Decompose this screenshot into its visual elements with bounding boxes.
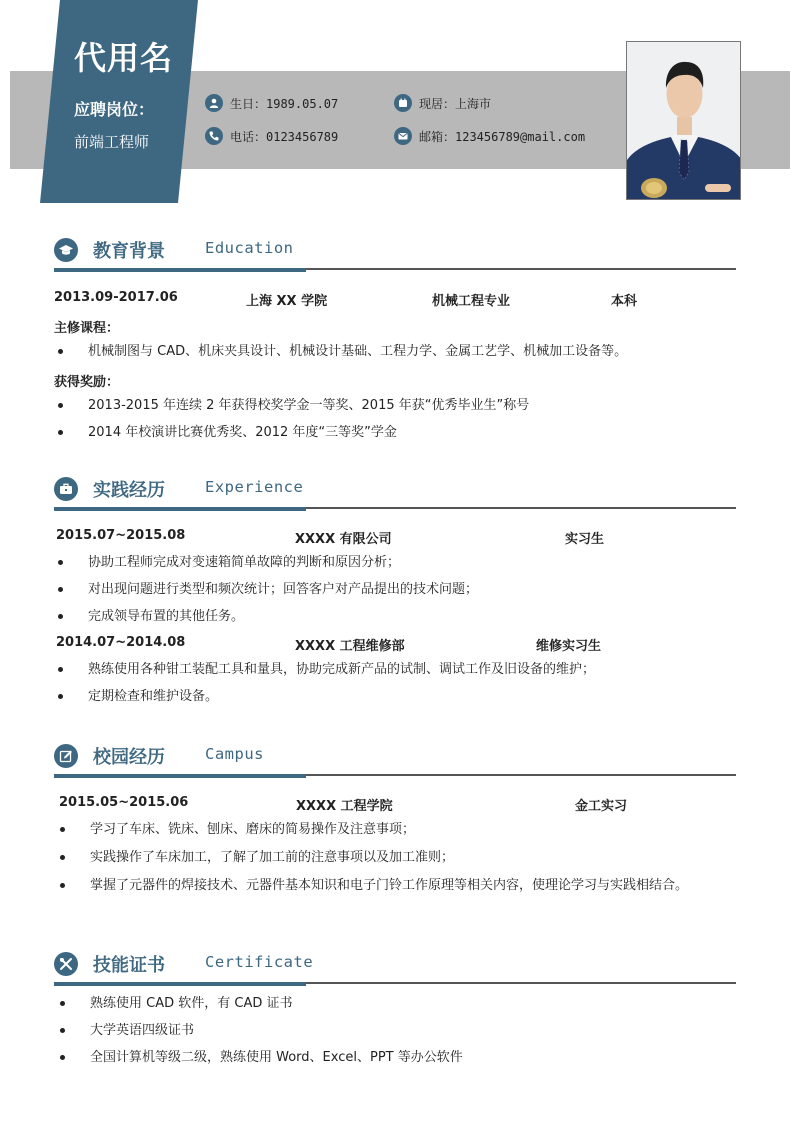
list-item: 2014 年校演讲比赛优秀奖、2012 年度“三等奖”学金 bbox=[54, 419, 744, 446]
candidate-name: 代用名 bbox=[74, 39, 174, 77]
list-item: 对出现问题进行类型和频次统计；回答客户对产品提出的技术问题； bbox=[54, 576, 744, 603]
phone-icon bbox=[205, 127, 223, 145]
birth-text: 生日：1989.05.07 bbox=[230, 96, 339, 111]
profile-photo bbox=[626, 41, 741, 200]
section-accent-bar bbox=[54, 507, 306, 511]
education-school: 上海 XX 学院 bbox=[246, 294, 328, 309]
section-title-en-experience: Experience bbox=[205, 478, 304, 496]
section-experience bbox=[54, 471, 736, 511]
section-education bbox=[54, 232, 736, 272]
courses-list bbox=[54, 338, 744, 365]
awards-label: 获得奖励： bbox=[54, 375, 120, 390]
residence-text: 现居：上海市 bbox=[419, 96, 492, 111]
section-campus bbox=[54, 738, 736, 778]
job-period: 2014.07~2014.08 bbox=[56, 635, 186, 650]
list-item: 完成领导布置的其他任务。 bbox=[54, 603, 744, 630]
list-item: 机械制图与 CAD、机床夹具设计、机械设计基础、工程力学、金属工艺学、机械加工设备等。 bbox=[54, 338, 744, 365]
list-item: 学习了车床、铣床、刨床、磨床的简易操作及注意事项； bbox=[56, 816, 746, 844]
section-title-experience: 实践经历 bbox=[93, 480, 165, 501]
list-item: 熟练使用 CAD 软件，有 CAD 证书 bbox=[56, 990, 746, 1017]
education-degree: 本科 bbox=[611, 294, 638, 309]
email-text: 邮箱：123456789@mail.com bbox=[419, 129, 586, 144]
list-item: 协助工程师完成对变速箱简单故障的判断和原因分析； bbox=[54, 549, 744, 576]
mail-icon bbox=[394, 127, 412, 145]
user-icon bbox=[205, 94, 223, 112]
section-certificate bbox=[54, 946, 736, 986]
phone-info bbox=[205, 127, 338, 145]
job-company: XXXX 有限公司 bbox=[295, 532, 392, 547]
job-duties-list bbox=[54, 549, 744, 630]
section-title-education: 教育背景 bbox=[93, 241, 165, 262]
list-item: 定期检查和维护设备。 bbox=[54, 683, 744, 710]
campus-list bbox=[56, 816, 746, 900]
certificate-list bbox=[56, 990, 746, 1071]
list-item: 熟练使用各种钳工装配工具和量具，协助完成新产品的试制、调试工作及旧设备的维护； bbox=[54, 656, 744, 683]
campus-role: 金工实习 bbox=[575, 799, 628, 814]
section-accent-bar bbox=[54, 774, 306, 778]
section-accent-bar bbox=[54, 268, 306, 272]
section-title-en-certificate: Certificate bbox=[205, 953, 314, 971]
job-role: 维修实习生 bbox=[536, 639, 602, 654]
list-item: 实践操作了车床加工，了解了加工前的注意事项以及加工准则； bbox=[56, 844, 746, 872]
birth-info bbox=[205, 94, 338, 112]
home-icon bbox=[394, 94, 412, 112]
section-title-en-campus: Campus bbox=[205, 745, 264, 763]
section-title-campus: 校园经历 bbox=[93, 747, 165, 768]
graduation-cap-icon bbox=[54, 238, 78, 262]
awards-list bbox=[54, 392, 744, 446]
section-title-en-education: Education bbox=[205, 239, 294, 257]
job-label: 应聘岗位： bbox=[74, 100, 155, 119]
campus-period: 2015.05~2015.06 bbox=[59, 795, 189, 810]
email-info bbox=[394, 127, 585, 145]
courses-label: 主修课程： bbox=[54, 321, 120, 336]
section-title-certificate: 技能证书 bbox=[93, 955, 165, 976]
tools-icon bbox=[54, 952, 78, 976]
briefcase-icon bbox=[54, 477, 78, 501]
education-period: 2013.09-2017.06 bbox=[54, 290, 178, 305]
list-item: 全国计算机等级二级，熟练使用 Word、Excel、PPT 等办公软件 bbox=[56, 1044, 746, 1071]
list-item: 大学英语四级证书 bbox=[56, 1017, 746, 1044]
job-company: XXXX 工程维修部 bbox=[295, 639, 405, 654]
section-accent-bar bbox=[54, 982, 306, 986]
pencil-icon bbox=[54, 744, 78, 768]
job-duties-list bbox=[54, 656, 744, 710]
job-value: 前端工程师 bbox=[74, 133, 150, 151]
campus-org: XXXX 工程学院 bbox=[296, 799, 393, 814]
residence-info bbox=[394, 94, 491, 112]
list-item: 掌握了元器件的焊接技术、元器件基本知识和电子门铃工作原理等相关内容，使理论学习与实践相结合。 bbox=[56, 872, 746, 900]
education-major: 机械工程专业 bbox=[432, 294, 511, 309]
phone-text: 电话：0123456789 bbox=[230, 129, 339, 144]
job-role: 实习生 bbox=[565, 532, 605, 547]
list-item: 2013-2015 年连续 2 年获得校奖学金一等奖、2015 年获“优秀毕业生”称号 bbox=[54, 392, 744, 419]
job-period: 2015.07~2015.08 bbox=[56, 528, 186, 543]
